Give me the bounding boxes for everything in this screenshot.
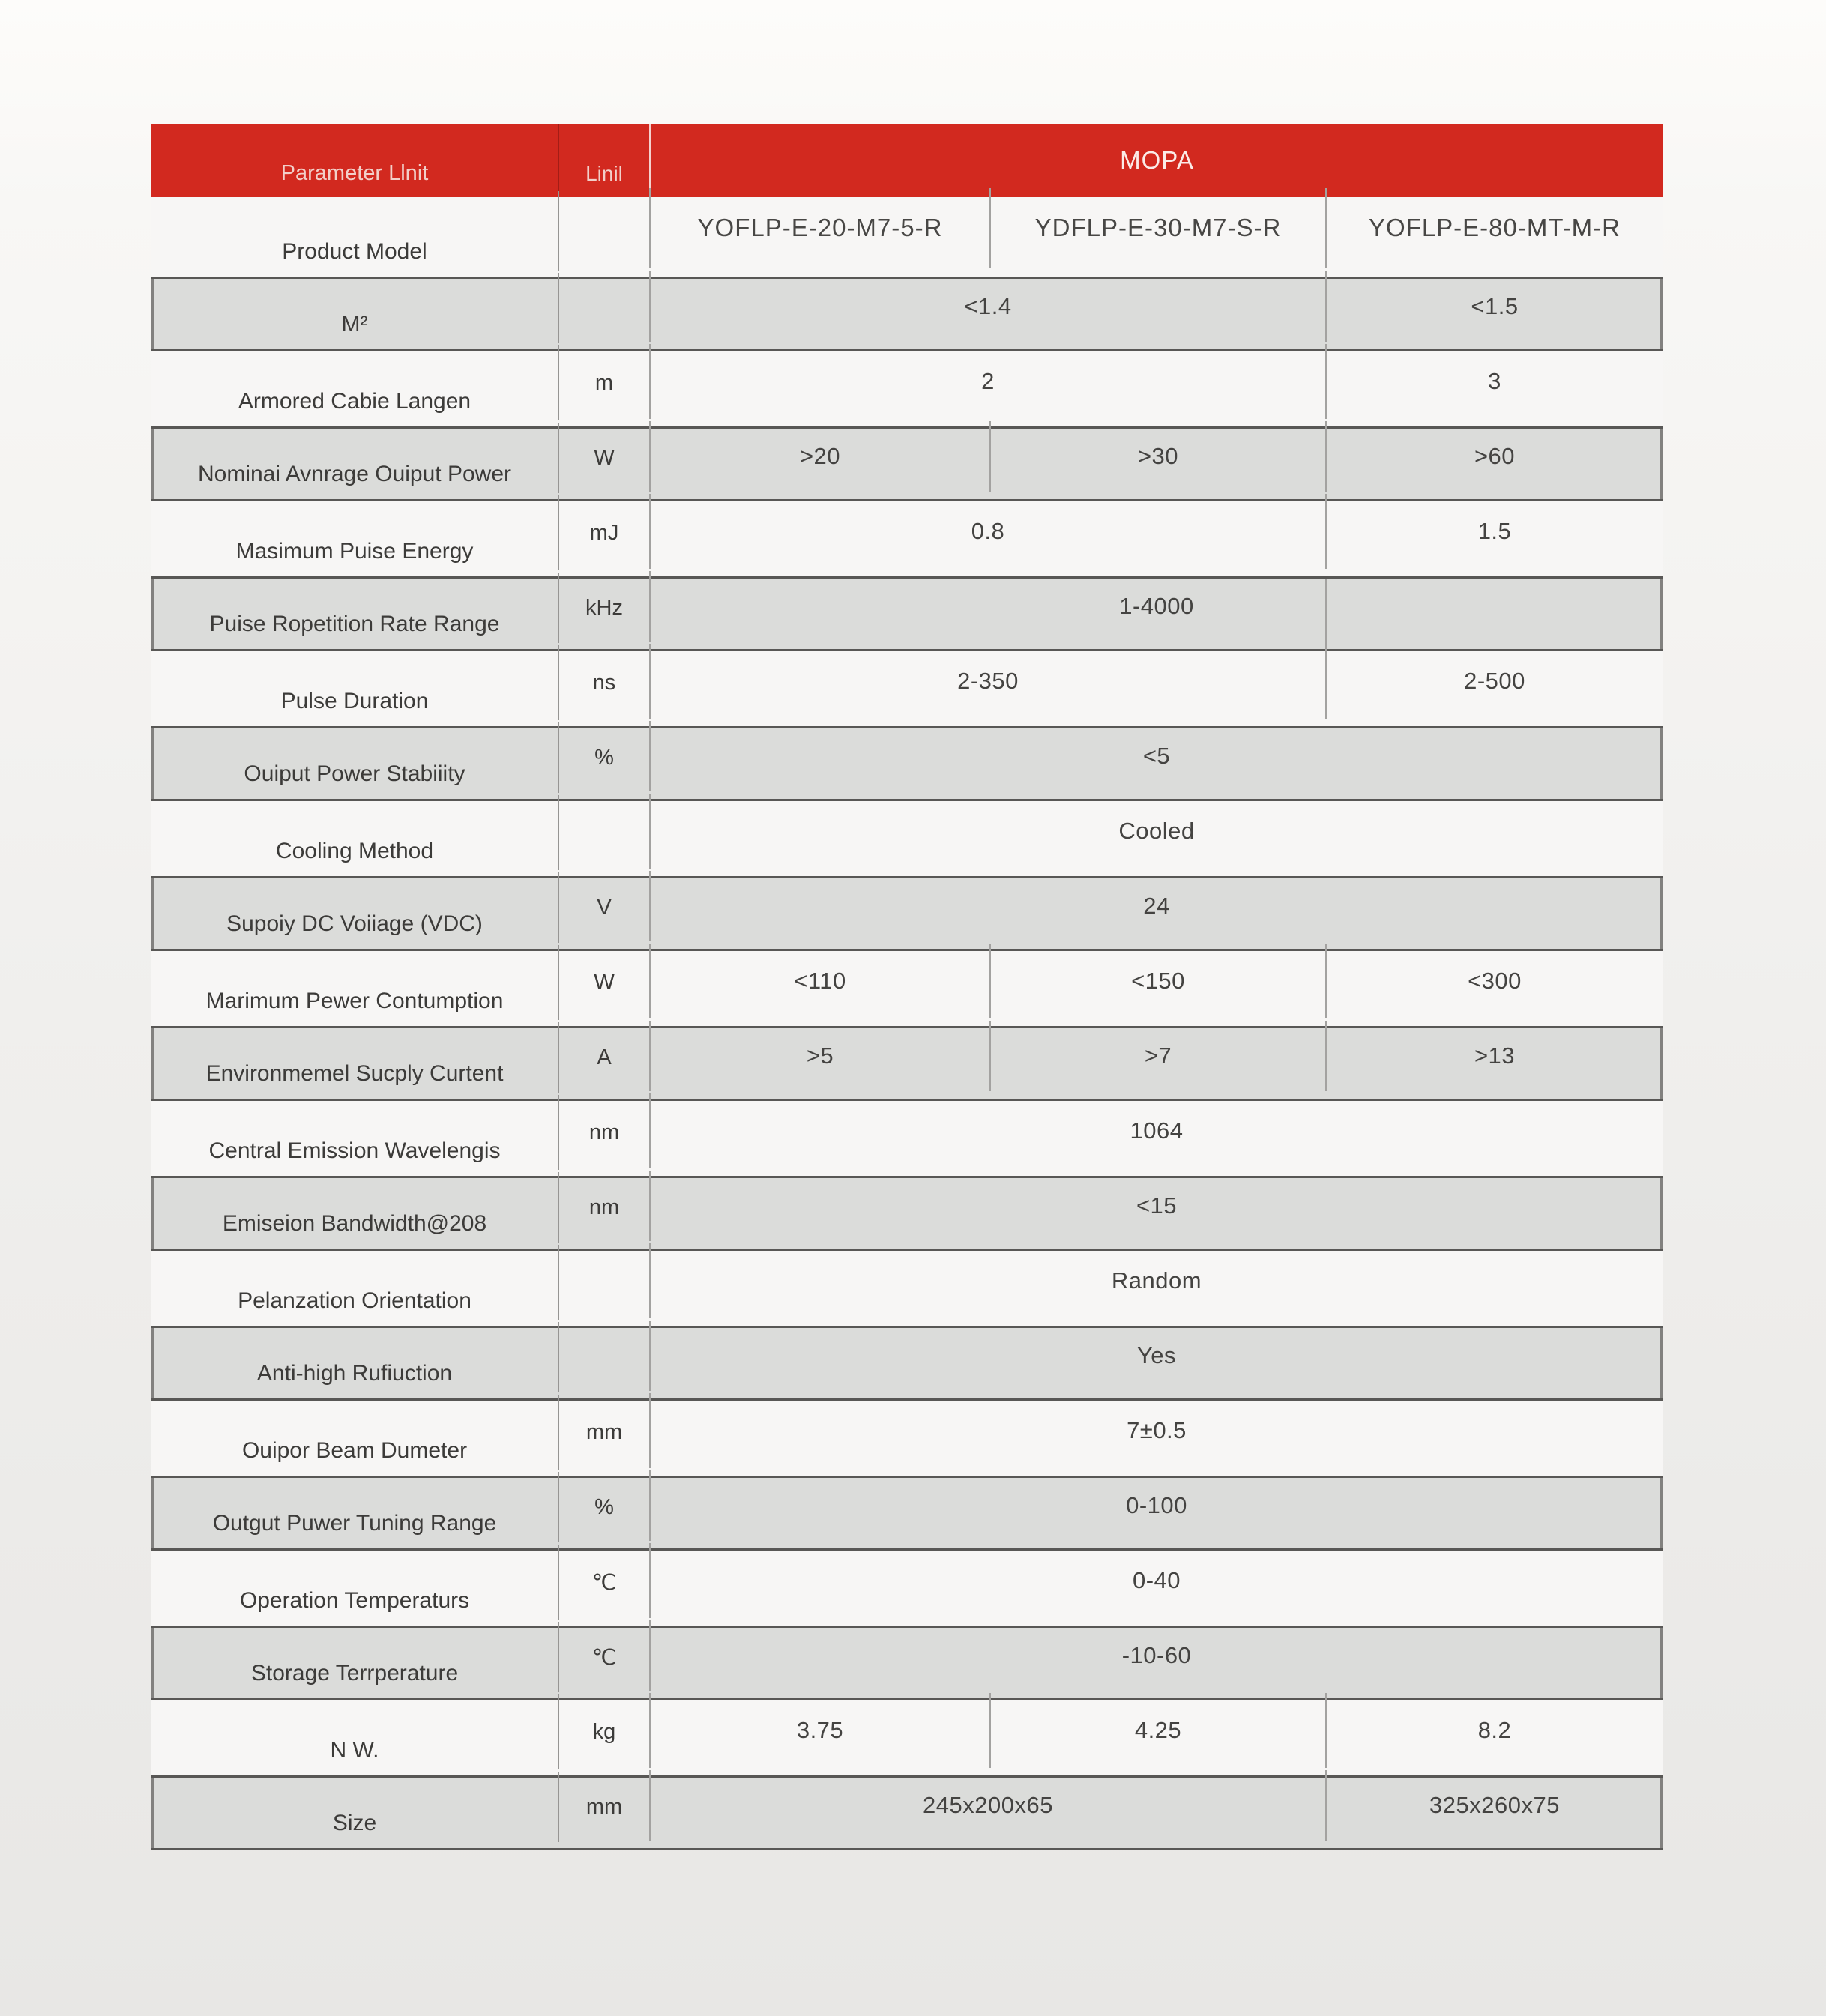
- cell-value: 24: [649, 871, 1663, 941]
- cell-value: <1.4: [649, 271, 1325, 342]
- header-parameter-label: Parameter Llnit: [280, 161, 429, 185]
- row-label: M²: [341, 312, 368, 336]
- table-row: [151, 1700, 1663, 1775]
- cell-value: 1.5: [1325, 494, 1663, 569]
- row-unit: [558, 191, 649, 271]
- table-row: [151, 1326, 1663, 1401]
- row-label: Central Emission Wavelengis: [208, 1138, 501, 1163]
- cell-value: 0-100: [649, 1470, 1663, 1541]
- table-row: [151, 1251, 1663, 1326]
- cell-value: YOFLP-E-20-M7-5-R: [649, 188, 989, 268]
- row-label: Ouiput Power Stabiiity: [244, 761, 465, 786]
- table-body: [151, 197, 1663, 1850]
- cell-value: 245x200x65: [649, 1770, 1325, 1841]
- table-row: [151, 801, 1663, 876]
- cell-value: Random: [649, 1243, 1663, 1318]
- table-row: [151, 1401, 1663, 1476]
- cell-value: 0-40: [649, 1543, 1663, 1618]
- table-row: [151, 277, 1663, 351]
- row-label: Ouipor Beam Dumeter: [241, 1438, 468, 1463]
- cell-value: YDFLP-E-30-M7-S-R: [989, 188, 1325, 268]
- row-label: Operation Temperaturs: [239, 1588, 470, 1613]
- cell-value: <110: [649, 944, 989, 1018]
- table-row: [151, 1626, 1663, 1700]
- cell-value: >60: [1325, 421, 1663, 492]
- cell-value: Yes: [649, 1321, 1663, 1391]
- row-unit: %: [558, 722, 649, 793]
- row-label: Cooling Method: [275, 839, 434, 863]
- cell-value: >7: [989, 1021, 1325, 1091]
- row-label: Storage Terrperature: [250, 1661, 459, 1685]
- table-header-row: [151, 124, 1663, 197]
- cell-value: >13: [1325, 1021, 1663, 1091]
- row-label: Marimum Pewer Contumption: [205, 989, 504, 1013]
- cell-value: <300: [1325, 944, 1663, 1018]
- column-divider: [1325, 579, 1327, 649]
- cell-value: 4.25: [989, 1693, 1325, 1768]
- row-label: Nominai Avnrage Ouiput Power: [197, 462, 511, 486]
- row-unit: %: [558, 1472, 649, 1542]
- row-label: Emiseion Bandwidth@208: [222, 1211, 487, 1236]
- cell-value: 3.75: [649, 1693, 989, 1768]
- cell-value: 2: [649, 344, 1325, 419]
- row-label: Product Model: [282, 239, 427, 264]
- row-unit: nm: [558, 1172, 649, 1243]
- cell-value: <5: [649, 721, 1663, 791]
- cell-value: 1-4000: [649, 571, 1663, 642]
- table-row: [151, 426, 1663, 501]
- row-label: Supoiy DC Voiiage (VDC): [226, 911, 483, 936]
- row-unit: [558, 1245, 649, 1320]
- cell-value: 7±0.5: [649, 1393, 1663, 1468]
- cell-value: -10-60: [649, 1620, 1663, 1691]
- cell-value: <15: [649, 1171, 1663, 1241]
- row-unit: W: [558, 423, 649, 493]
- table-row: [151, 726, 1663, 801]
- cell-value: Cooled: [649, 794, 1663, 869]
- cell-value: >5: [649, 1021, 989, 1091]
- row-unit: [558, 1322, 649, 1392]
- row-unit: mm: [558, 1395, 649, 1470]
- row-label: Pelanzation Orientation: [238, 1288, 471, 1313]
- cell-value: <1.5: [1325, 271, 1663, 342]
- table-row: [151, 1476, 1663, 1551]
- row-unit: ℃: [558, 1622, 649, 1692]
- table-row: [151, 1176, 1663, 1251]
- cell-value: 8.2: [1325, 1693, 1663, 1768]
- row-label: Size: [332, 1811, 377, 1835]
- cell-value: 3: [1325, 344, 1663, 419]
- row-unit: A: [558, 1022, 649, 1093]
- row-unit: W: [558, 945, 649, 1020]
- row-label: Anti-high Rufiuction: [256, 1361, 453, 1386]
- row-label: Outgut Puwer Tuning Range: [212, 1511, 497, 1536]
- table-row: [151, 1026, 1663, 1101]
- cell-value: 0.8: [649, 494, 1325, 569]
- row-label: Armored Cabie Langen: [238, 389, 471, 414]
- table-row: [151, 1101, 1663, 1176]
- cell-value: 2-500: [1325, 644, 1663, 719]
- row-unit: ns: [558, 645, 649, 720]
- table-row: [151, 1551, 1663, 1626]
- row-label: Masimum Puise Energy: [235, 539, 474, 564]
- table-row: [151, 351, 1663, 426]
- row-unit: mm: [558, 1772, 649, 1842]
- table-row: [151, 576, 1663, 651]
- row-unit: nm: [558, 1095, 649, 1170]
- row-unit: [558, 795, 649, 870]
- row-unit: ℃: [558, 1545, 649, 1620]
- row-unit: [558, 273, 649, 343]
- row-label: Environmemel Sucply Curtent: [205, 1061, 504, 1086]
- row-unit: m: [558, 345, 649, 420]
- table-row: [151, 951, 1663, 1026]
- table-row: [151, 197, 1663, 277]
- row-unit: kg: [558, 1694, 649, 1769]
- table-row: [151, 651, 1663, 726]
- row-unit: kHz: [558, 573, 649, 643]
- cell-value: 2-350: [649, 644, 1325, 719]
- header-mopa-label: MOPA: [649, 124, 1663, 197]
- table-row: [151, 876, 1663, 951]
- cell-value: 1064: [649, 1093, 1663, 1168]
- row-label: N W.: [330, 1738, 379, 1763]
- header-unit-label: Linil: [558, 124, 649, 197]
- table-row: [151, 501, 1663, 576]
- cell-value: >20: [649, 421, 989, 492]
- row-unit: V: [558, 872, 649, 943]
- spec-table: [151, 124, 1663, 1850]
- row-unit: mJ: [558, 495, 649, 570]
- row-label: Puise Ropetition Rate Range: [209, 612, 500, 636]
- row-label: Pulse Duration: [280, 689, 429, 713]
- cell-value: <150: [989, 944, 1325, 1018]
- cell-value: 325x260x75: [1325, 1770, 1663, 1841]
- table-row: [151, 1775, 1663, 1850]
- cell-value: YOFLP-E-80-MT-M-R: [1325, 188, 1663, 268]
- cell-value: >30: [989, 421, 1325, 492]
